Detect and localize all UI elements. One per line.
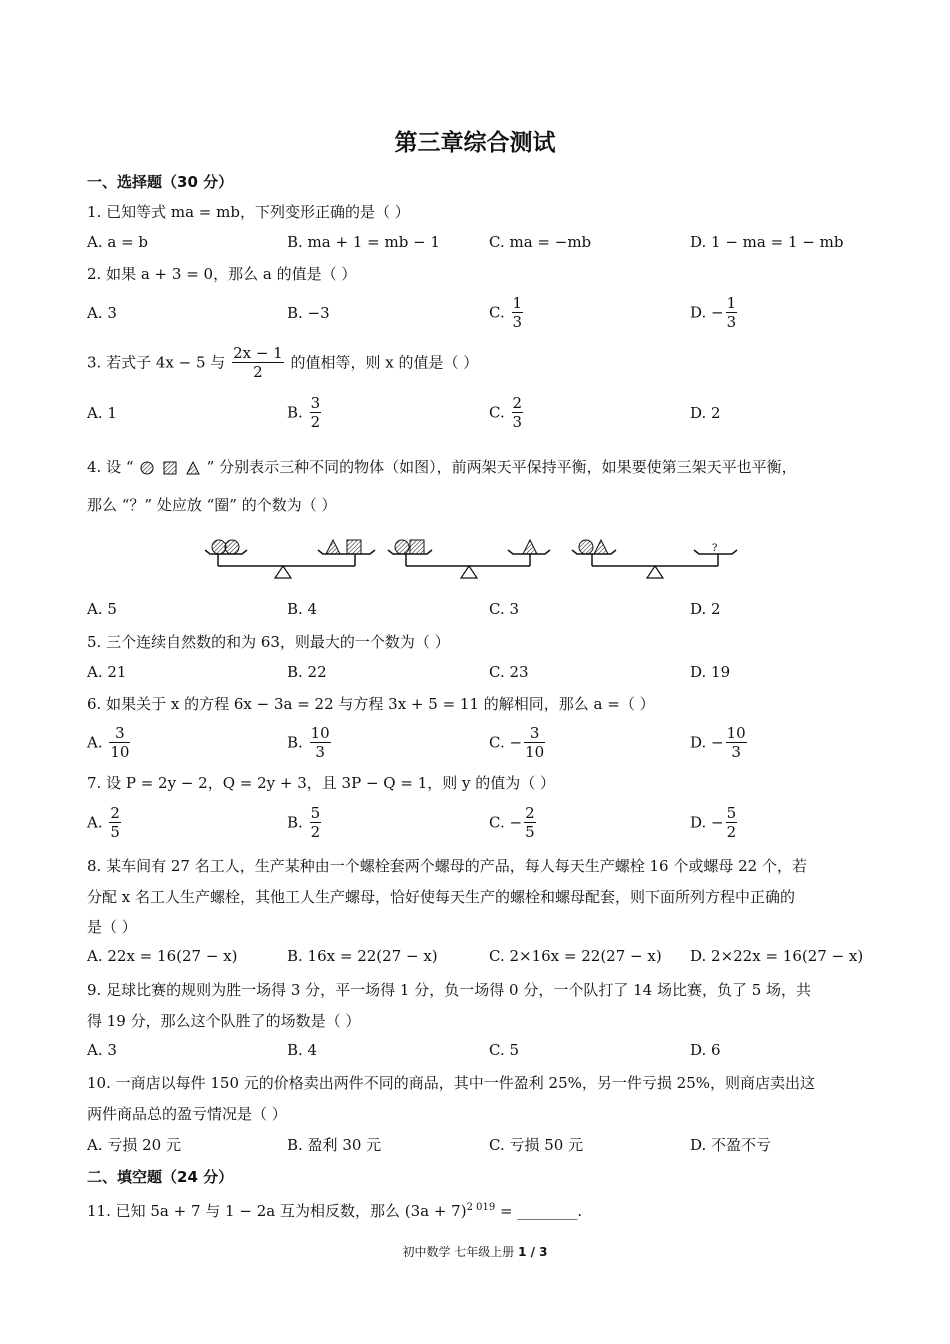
option-label: C. bbox=[489, 733, 505, 752]
q7-option-d bbox=[690, 804, 739, 841]
square-object-icon bbox=[163, 461, 177, 475]
option-label: C. bbox=[489, 303, 505, 322]
question-4-text-start: 4. 设 “ bbox=[87, 458, 134, 476]
q4-option-a: A. 5 bbox=[87, 600, 117, 618]
fraction bbox=[512, 394, 524, 431]
minus-sign: − bbox=[711, 303, 724, 322]
question-11 bbox=[87, 1197, 863, 1222]
option-label: B. bbox=[287, 733, 303, 752]
numerator: 5 bbox=[310, 804, 321, 822]
option-label: D. bbox=[690, 733, 707, 752]
page-footer bbox=[0, 1243, 950, 1260]
q7-option-b bbox=[287, 804, 323, 841]
option-label: A. bbox=[87, 733, 103, 752]
triangle-object-icon bbox=[186, 461, 200, 475]
q1-option-a: A. a = b bbox=[87, 233, 149, 251]
q4-option-b: B. 4 bbox=[287, 600, 318, 618]
question-9-line-1: 9. 足球比赛的规则为胜一场得 3 分，平一场得 1 分，负一场得 0 分，一个队打了 14 场比赛，负了 5 场，共 bbox=[87, 981, 812, 999]
numerator: 3 bbox=[524, 724, 545, 743]
question-4-text-end: ” 分别表示三种不同的物体（如图），前两架天平保持平衡，如果要使第三架天平也平衡， bbox=[206, 458, 797, 476]
numerator: 3 bbox=[310, 394, 321, 412]
numerator: 2 bbox=[110, 804, 120, 822]
q1-option-b: B. ma + 1 = mb − 1 bbox=[287, 233, 440, 251]
numerator: 1 bbox=[512, 294, 523, 312]
denominator: 2 bbox=[310, 413, 321, 431]
q6-option-b bbox=[287, 724, 333, 761]
question-7: 7. 设 P = 2y − 2，Q = 2y + 3，且 3P − Q = 1，则 y 的值为（ ） bbox=[87, 774, 556, 792]
option-label: D. bbox=[690, 813, 707, 832]
fraction bbox=[310, 804, 322, 841]
q5-option-b: B. 22 bbox=[287, 663, 327, 681]
q8-option-a: A. 22x = 16(27 − x) bbox=[87, 947, 238, 965]
q5-option-a: A. 21 bbox=[87, 663, 127, 681]
q6-option-d bbox=[690, 724, 749, 761]
fraction bbox=[232, 344, 284, 381]
numerator: 10 bbox=[726, 724, 746, 742]
unknown-mark: ? bbox=[712, 543, 718, 554]
q6-option-a bbox=[87, 724, 132, 761]
q9-option-c: C. 5 bbox=[489, 1041, 520, 1059]
page-title: 第三章综合测试 bbox=[394, 130, 556, 156]
q3-option-b bbox=[287, 394, 323, 431]
option-label: C. bbox=[489, 813, 505, 832]
q2-option-a: A. 3 bbox=[87, 304, 117, 322]
q3-option-c bbox=[489, 394, 525, 431]
q1-option-c: C. ma = −mb bbox=[489, 233, 592, 251]
question-8-line-1: 8. 某车间有 27 名工人，生产某种由一个螺栓套两个螺母的产品，每人每天生产螺栓 16 个或螺母 22 个，若 bbox=[87, 857, 807, 875]
fraction bbox=[109, 804, 121, 841]
question-8-line-3: 是（ ） bbox=[87, 918, 137, 936]
minus-sign: − bbox=[509, 813, 523, 832]
balance-scale-3 bbox=[572, 540, 737, 578]
minus-sign: − bbox=[711, 813, 724, 832]
q8-option-c: C. 2×16x = 22(27 − x) bbox=[489, 947, 662, 965]
option-label: D. bbox=[690, 303, 707, 322]
question-3 bbox=[87, 344, 863, 381]
fraction bbox=[512, 294, 524, 331]
q2-option-c bbox=[489, 294, 525, 331]
question-4 bbox=[87, 456, 863, 478]
fraction bbox=[524, 724, 545, 761]
denominator: 10 bbox=[525, 743, 545, 761]
q3-option-d: D. 2 bbox=[690, 404, 721, 422]
q10-option-b: B. 盈利 30 元 bbox=[287, 1136, 382, 1154]
question-8-line-2: 分配 x 名工人生产螺栓，其他工人生产螺母，恰好使每天生产的螺栓和螺母配套，则下面所列方程中正确的 bbox=[87, 888, 796, 906]
option-label: B. bbox=[287, 403, 303, 422]
q2-option-d bbox=[690, 294, 739, 331]
denominator: 2 bbox=[253, 363, 263, 381]
denominator: 3 bbox=[512, 413, 523, 431]
q10-option-c: C. 亏损 50 元 bbox=[489, 1136, 584, 1154]
section-heading-choice: 一、选择题（30 分） bbox=[87, 173, 234, 191]
fraction bbox=[310, 394, 322, 431]
numerator: 10 bbox=[310, 724, 330, 742]
option-label: A. bbox=[87, 813, 103, 832]
question-3-text-end: 的值相等，则 x 的值是（ ） bbox=[290, 353, 479, 372]
q4-option-d: D. 2 bbox=[690, 600, 721, 618]
denominator: 2 bbox=[726, 823, 737, 841]
balance-scales-figure bbox=[200, 536, 750, 584]
fraction bbox=[310, 724, 331, 761]
question-6: 6. 如果关于 x 的方程 6x − 3a = 22 与方程 3x + 5 = 11 的解相同，那么 a =（ ） bbox=[87, 695, 655, 713]
denominator: 3 bbox=[726, 313, 737, 331]
q7-option-c bbox=[489, 804, 538, 841]
fraction bbox=[524, 804, 536, 841]
q7-option-a bbox=[87, 804, 123, 841]
q4-option-c: C. 3 bbox=[489, 600, 520, 618]
option-label: C. bbox=[489, 403, 505, 422]
denominator: 5 bbox=[110, 823, 120, 841]
q8-option-d: D. 2×22x = 16(27 − x) bbox=[690, 947, 864, 965]
q10-option-d: D. 不盈不亏 bbox=[690, 1136, 772, 1154]
fraction bbox=[109, 724, 130, 761]
minus-sign: − bbox=[509, 733, 523, 752]
q2-option-b: B. −3 bbox=[287, 304, 330, 322]
footer-text: 初中数学 七年级上册 bbox=[402, 1245, 519, 1259]
q1-option-d: D. 1 − ma = 1 − mb bbox=[690, 233, 844, 251]
option-label: B. bbox=[287, 813, 303, 832]
denominator: 3 bbox=[731, 743, 741, 761]
q8-option-b: B. 16x = 22(27 − x) bbox=[287, 947, 438, 965]
question-5: 5. 三个连续自然数的和为 63，则最大的一个数为（ ） bbox=[87, 633, 450, 651]
numerator: 5 bbox=[726, 804, 737, 822]
section-heading-fill-in: 二、填空题（24 分） bbox=[87, 1168, 234, 1186]
minus-sign: − bbox=[711, 733, 724, 752]
question-11-text-start: 11. 已知 5a + 7 与 1 − 2a 互为相反数，那么 (3a + 7) bbox=[87, 1202, 467, 1220]
denominator: 2 bbox=[310, 823, 321, 841]
question-10-line-1: 10. 一商店以每件 150 元的价格卖出两件不同的商品，其中一件盈利 25%，另一件亏损 25%，则商店卖出这 bbox=[87, 1074, 816, 1092]
numerator: 1 bbox=[726, 294, 737, 312]
denominator: 3 bbox=[315, 743, 325, 761]
q9-option-d: D. 6 bbox=[690, 1041, 721, 1059]
question-11-text-end: = ________. bbox=[495, 1202, 583, 1220]
fraction bbox=[726, 804, 738, 841]
q6-option-c bbox=[489, 724, 547, 761]
fraction bbox=[726, 294, 738, 331]
fraction bbox=[726, 724, 747, 761]
q9-option-b: B. 4 bbox=[287, 1041, 318, 1059]
numerator: 2 bbox=[512, 394, 523, 412]
question-3-text-start: 3. 若式子 4x − 5 与 bbox=[87, 353, 226, 372]
question-10-line-2: 两件商品总的盈亏情况是（ ） bbox=[87, 1105, 287, 1123]
q5-option-d: D. 19 bbox=[690, 663, 731, 681]
denominator: 10 bbox=[110, 743, 130, 761]
numerator: 3 bbox=[109, 724, 130, 743]
question-1: 1. 已知等式 ma = mb，下列变形正确的是（ ） bbox=[87, 203, 410, 221]
q10-option-a: A. 亏损 20 元 bbox=[87, 1136, 181, 1154]
denominator: 3 bbox=[512, 313, 523, 331]
balance-scale-1 bbox=[205, 540, 375, 578]
q5-option-c: C. 23 bbox=[489, 663, 529, 681]
numerator: 2 bbox=[525, 804, 535, 822]
circle-object-icon bbox=[140, 461, 154, 475]
question-4-line-2: 那么 “？” 处应放 “圈” 的个数为（ ） bbox=[87, 496, 337, 514]
q9-option-a: A. 3 bbox=[87, 1041, 117, 1059]
question-2: 2. 如果 a + 3 = 0，那么 a 的值是（ ） bbox=[87, 265, 357, 283]
denominator: 5 bbox=[525, 823, 535, 841]
balance-scale-2 bbox=[388, 540, 550, 578]
question-9-line-2: 得 19 分，那么这个队胜了的场数是（ ） bbox=[87, 1012, 361, 1030]
exponent: 2 019 bbox=[466, 1202, 496, 1213]
q3-option-a: A. 1 bbox=[87, 404, 117, 422]
page-number: 1 / 3 bbox=[518, 1245, 548, 1259]
numerator: 2x − 1 bbox=[233, 344, 283, 362]
